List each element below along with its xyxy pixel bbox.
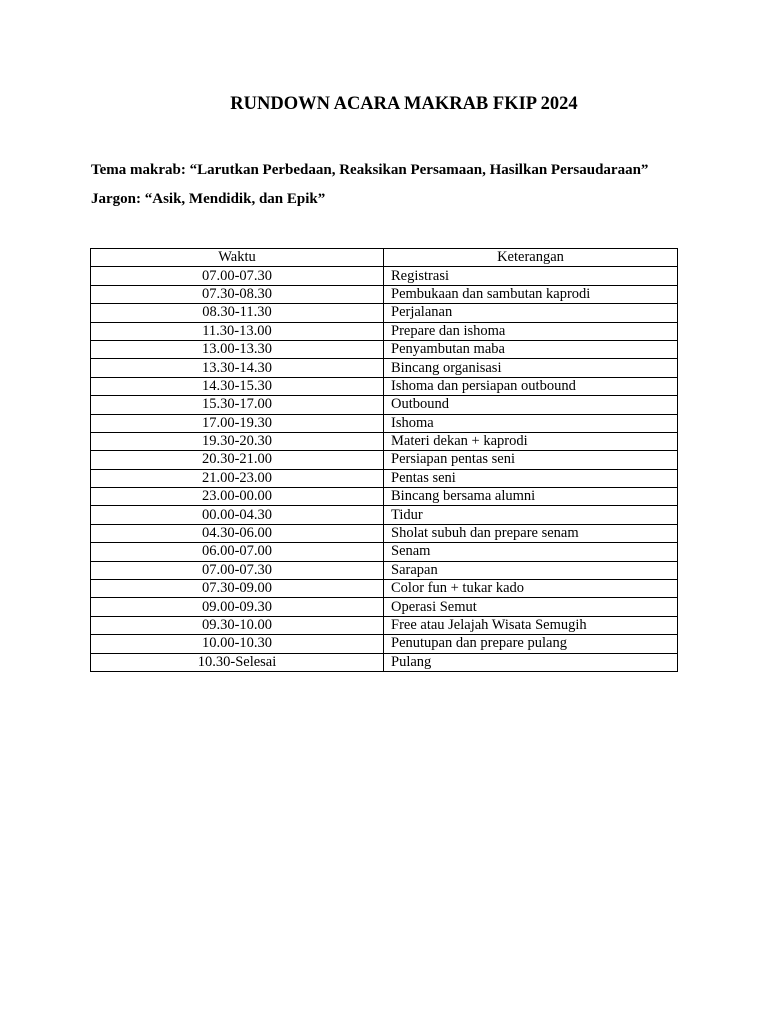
description-cell: Penutupan dan prepare pulang (384, 635, 678, 653)
description-cell: Pentas seni (384, 469, 678, 487)
table-row (91, 414, 678, 432)
time-cell: 04.30-06.00 (91, 524, 384, 542)
header-keterangan: Keterangan (384, 249, 678, 267)
schedule-table (90, 248, 678, 672)
time-cell: 07.00-07.30 (91, 267, 384, 285)
description-cell: Ishoma (384, 414, 678, 432)
table-row (91, 285, 678, 303)
table-row (91, 340, 678, 358)
time-cell: 09.30-10.00 (91, 616, 384, 634)
description-cell: Senam (384, 543, 678, 561)
time-cell: 11.30-13.00 (91, 322, 384, 340)
description-cell: Penyambutan maba (384, 340, 678, 358)
description-cell: Prepare dan ishoma (384, 322, 678, 340)
time-cell: 08.30-11.30 (91, 304, 384, 322)
time-cell: 13.30-14.30 (91, 359, 384, 377)
table-row (91, 377, 678, 395)
description-cell: Sholat subuh dan prepare senam (384, 524, 678, 542)
table-row (91, 322, 678, 340)
table-row (91, 451, 678, 469)
table-row (91, 635, 678, 653)
description-cell: Free atau Jelajah Wisata Semugih (384, 616, 678, 634)
table-row (91, 561, 678, 579)
table-row (91, 598, 678, 616)
description-cell: Sarapan (384, 561, 678, 579)
description-cell: Color fun + tukar kado (384, 580, 678, 598)
time-cell: 09.00-09.30 (91, 598, 384, 616)
time-cell: 23.00-00.00 (91, 488, 384, 506)
table-row (91, 524, 678, 542)
description-cell: Materi dekan + kaprodi (384, 432, 678, 450)
time-cell: 00.00-04.30 (91, 506, 384, 524)
table-header-row (91, 249, 678, 267)
table-row (91, 396, 678, 414)
table-row (91, 543, 678, 561)
page-title: RUNDOWN ACARA MAKRAB FKIP 2024 (230, 94, 578, 114)
description-cell: Registrasi (384, 267, 678, 285)
schedule-body (91, 267, 678, 672)
jargon-line: Jargon: “Asik, Mendidik, dan Epik” (91, 191, 326, 207)
description-cell: Outbound (384, 396, 678, 414)
description-cell: Perjalanan (384, 304, 678, 322)
description-cell: Operasi Semut (384, 598, 678, 616)
time-cell: 06.00-07.00 (91, 543, 384, 561)
table-row (91, 653, 678, 671)
description-cell: Ishoma dan persiapan outbound (384, 377, 678, 395)
table-row (91, 488, 678, 506)
time-cell: 07.30-09.00 (91, 580, 384, 598)
table-row (91, 506, 678, 524)
time-cell: 14.30-15.30 (91, 377, 384, 395)
header-waktu: Waktu (91, 249, 384, 267)
description-cell: Bincang organisasi (384, 359, 678, 377)
description-cell: Bincang bersama alumni (384, 488, 678, 506)
time-cell: 21.00-23.00 (91, 469, 384, 487)
table-row (91, 304, 678, 322)
table-row (91, 616, 678, 634)
table-row (91, 359, 678, 377)
time-cell: 19.30-20.30 (91, 432, 384, 450)
table-row (91, 267, 678, 285)
table-row (91, 469, 678, 487)
time-cell: 10.00-10.30 (91, 635, 384, 653)
description-cell: Tidur (384, 506, 678, 524)
time-cell: 10.30-Selesai (91, 653, 384, 671)
time-cell: 17.00-19.30 (91, 414, 384, 432)
table-row (91, 432, 678, 450)
time-cell: 13.00-13.30 (91, 340, 384, 358)
time-cell: 15.30-17.00 (91, 396, 384, 414)
description-cell: Pulang (384, 653, 678, 671)
theme-line: Tema makrab: “Larutkan Perbedaan, Reaksikan Persamaan, Hasilkan Persaudaraan” (91, 162, 649, 178)
description-cell: Pembukaan dan sambutan kaprodi (384, 285, 678, 303)
description-cell: Persiapan pentas seni (384, 451, 678, 469)
table-row (91, 580, 678, 598)
time-cell: 07.00-07.30 (91, 561, 384, 579)
time-cell: 07.30-08.30 (91, 285, 384, 303)
time-cell: 20.30-21.00 (91, 451, 384, 469)
